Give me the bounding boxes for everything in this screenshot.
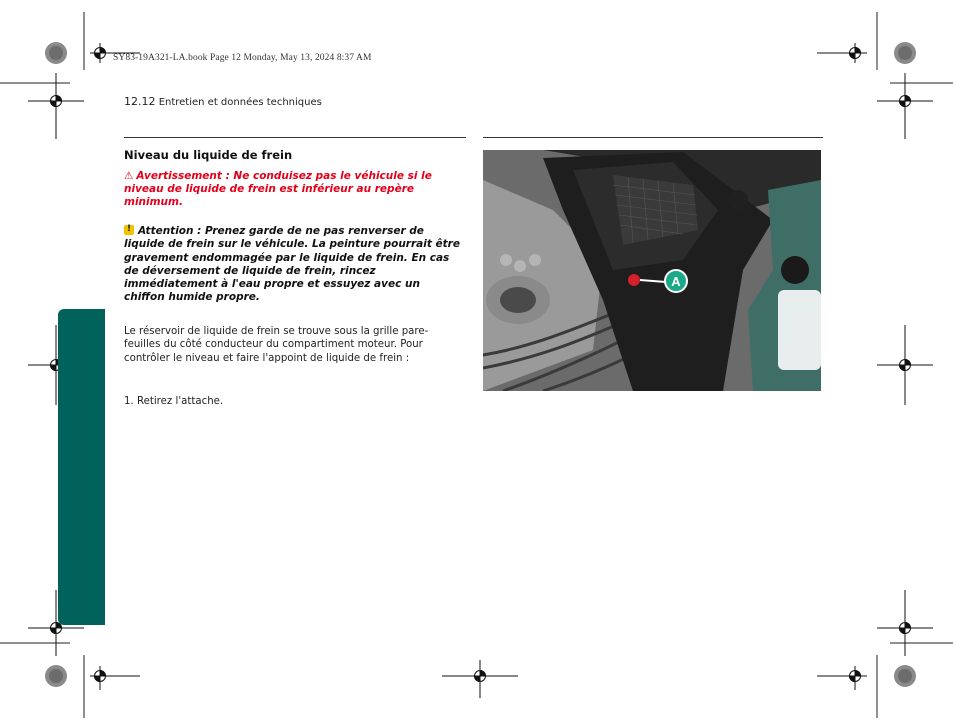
warning-note (124, 170, 460, 209)
running-header (124, 95, 322, 108)
engine-bay-illustration (483, 150, 821, 391)
callout-label-A: A (671, 274, 681, 289)
caution-note (124, 225, 462, 305)
engine-bay-figure (483, 150, 821, 391)
print-slug: SY83-19A321-LA.book Page 12 Monday, May 13, 2024 8:37 AM (113, 53, 372, 63)
caution-text: Attention : Prenez garde de ne pas renverser de liquide de frein sur le véhicule. La peinture pourrait être gravement endommagée par le liquide de frein. En cas de déversement de liquide de frein, rincez immédiatement à l'eau propre et essuyez avec un chiffon humide propre. (124, 225, 460, 304)
step-1: 1. Retirez l'attache. (124, 396, 224, 407)
warning-text: Avertissement : Ne conduisez pas le véhicule si le niveau de liquide de frein est inférieur au repère minimum. (124, 170, 432, 208)
chapter-tab (58, 309, 105, 625)
caution-exclamation-icon (124, 225, 134, 235)
page-number: 12.12 (124, 95, 156, 108)
body-paragraph: Le réservoir de liquide de frein se trouve sous la grille pare-feuilles du côté conducteur du compartiment moteur. Pour contrôler le niveau et faire l'appoint de liquide de frein : (124, 326, 429, 364)
section-title: Niveau du liquide de frein (124, 148, 293, 162)
chapter-title: Entretien et données techniques (158, 97, 322, 108)
column-rule-right (483, 137, 823, 138)
column-rule-left (124, 137, 466, 138)
warning-triangle-icon: ⚠ (124, 170, 134, 182)
